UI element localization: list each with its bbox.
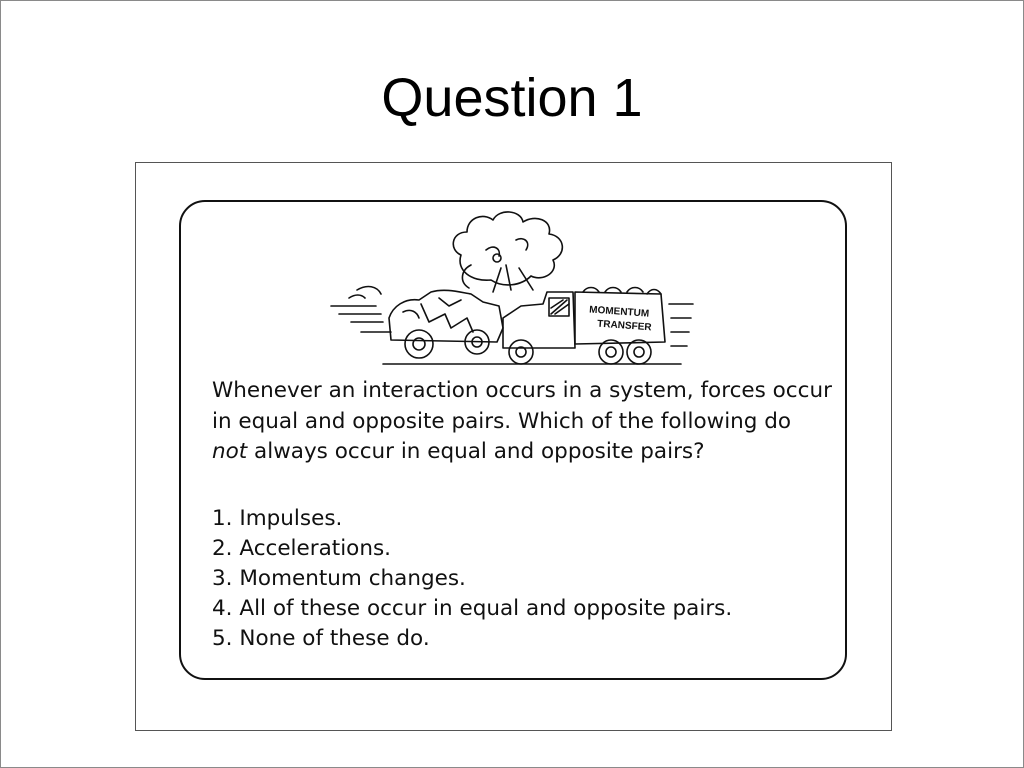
truck-label-line1: MOMENTUM [588,304,650,320]
option-1[interactable] [212,504,842,534]
truck-wheel [509,340,533,364]
truck-tank [575,292,665,344]
answer-options [212,504,842,654]
question-text-emphasis: not [212,439,248,464]
truck-label-line2: TRANSFER [596,318,652,334]
option-3[interactable] [212,564,842,594]
option-number: 4. [212,596,233,621]
slide-title: Question 1 [381,68,643,128]
question-card [179,200,847,680]
question-text [212,376,832,468]
option-number: 3. [212,566,233,591]
option-label: Momentum changes. [239,566,466,591]
option-5[interactable] [212,624,842,654]
option-label: Accelerations. [239,536,391,561]
collision-illustration [321,210,701,370]
question-text-part1: Whenever an interaction occurs in a system, forces occur in equal and opposite pairs. Which of the following do [212,378,832,434]
option-number: 1. [212,506,233,531]
option-label: None of these do. [239,626,430,651]
question-text-part2: always occur in equal and opposite pairs? [247,439,705,464]
truck-cab [503,292,575,348]
option-number: 2. [212,536,233,561]
option-label: All of these occur in equal and opposite pairs. [239,596,733,621]
figure-frame [135,162,892,731]
option-4[interactable] [212,594,842,624]
option-number: 5. [212,626,233,651]
car-wheel [405,330,433,358]
option-2[interactable] [212,534,842,564]
option-label: Impulses. [239,506,343,531]
truck-wheel [627,340,651,364]
